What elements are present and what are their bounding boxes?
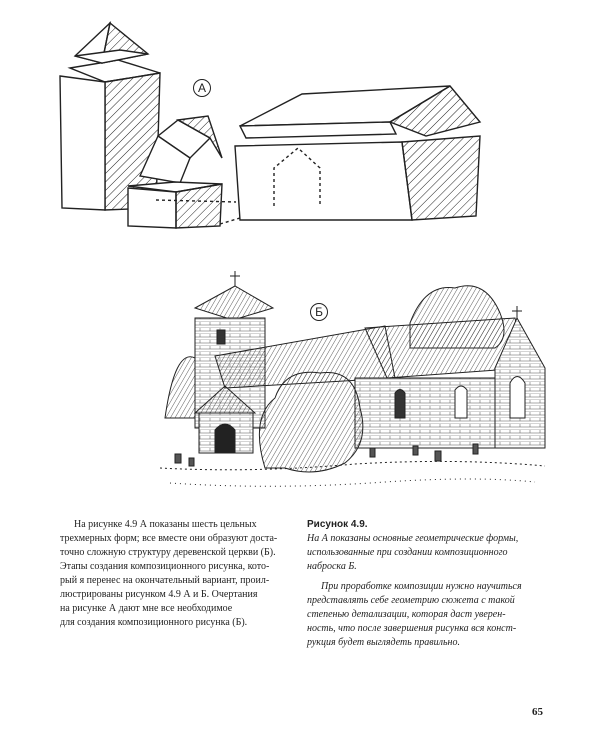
pyramid-roof-shape xyxy=(75,23,148,63)
figure-a-geometric-forms xyxy=(40,18,500,238)
caption-paragraph-2: При проработке композиции нужно научиться представлять себе геометрию сюжета с такой степенью детализации, которая даст уверен- ность, что после завершения рисунка вся конст- рукция будет выглядеть правильно. xyxy=(307,581,522,648)
figure-b-church-sketch xyxy=(155,268,550,500)
figure-a-letter: А xyxy=(193,79,211,97)
ground-line xyxy=(160,461,545,469)
figure-caption xyxy=(307,518,542,650)
body-paragraph-text: На рисунке 4.9 А показаны шесть цельных трехмерных форм; все вместе они образуют доста- точно сложную структуру деревенской церкви (Б). Этапы создания композиционного рисунка, кото- рый я перенес на окончательный вариант, проил- люстрированы рисунком 4.9 А и Б. Очертания на рисунке А дают мне все необходимое для создания композиционного рисунка (Б). xyxy=(60,519,278,628)
nave-roof-shape xyxy=(240,86,480,138)
churchyard-tree xyxy=(259,372,362,472)
body-paragraph xyxy=(60,518,288,630)
nave-wall xyxy=(355,378,515,448)
caption-title: Рисунок 4.9. xyxy=(307,519,368,530)
figure-b-letter: Б xyxy=(310,303,328,321)
page-number: 65 xyxy=(532,706,543,718)
nave-block-shape xyxy=(235,136,480,220)
caption-paragraph-1: На А показаны основные геометрические формы, использованные при создании композиционного наброска Б. xyxy=(307,533,519,572)
porch-block-shape xyxy=(128,182,222,228)
